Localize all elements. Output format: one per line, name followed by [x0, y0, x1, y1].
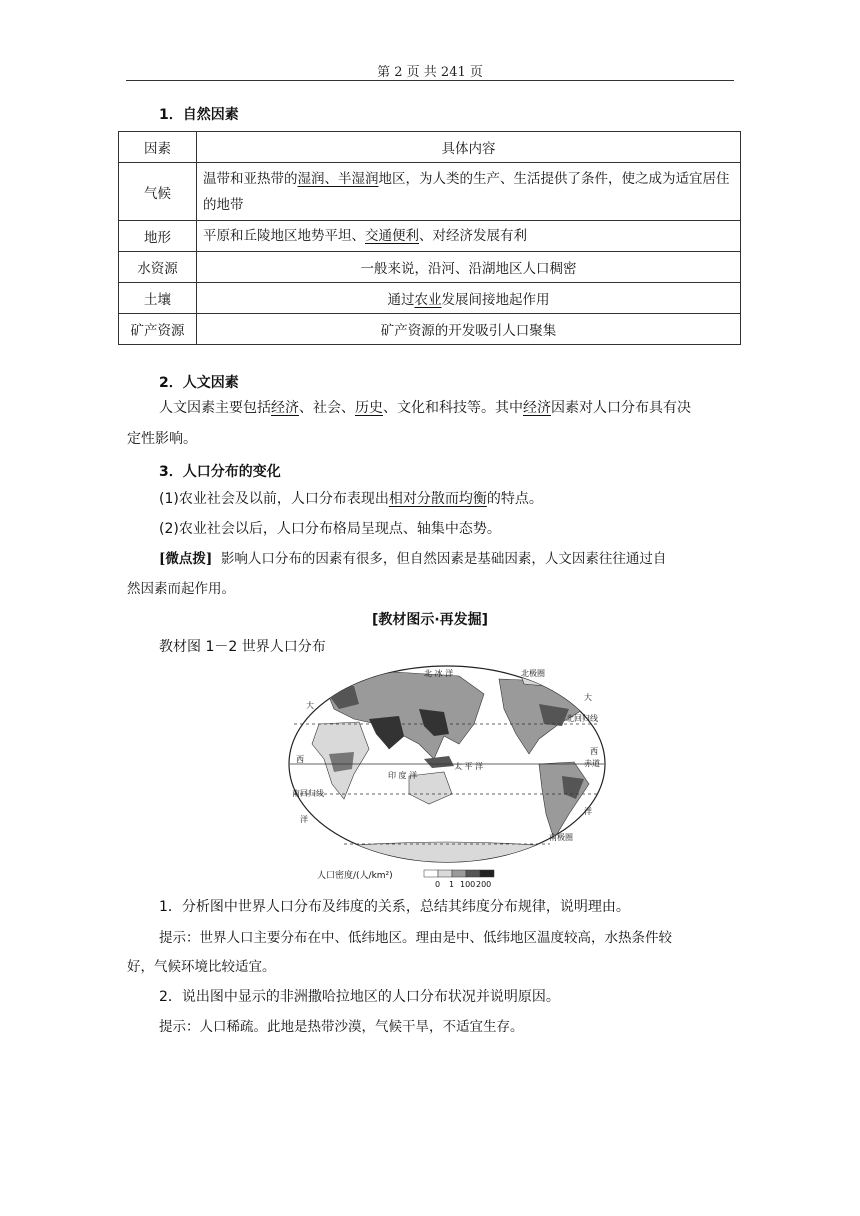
key-term: 经济 — [271, 400, 299, 416]
label-atlantic-right-1: 大 — [584, 693, 592, 702]
table-row — [119, 314, 741, 345]
label-tropic-north: 北回归线 — [566, 714, 598, 723]
legend-swatch-0 — [424, 870, 438, 877]
tip-label: [微点拨] — [159, 551, 213, 567]
key-term: 湿润、半湿润 — [297, 170, 379, 187]
legend-tick: 100 — [460, 880, 476, 889]
page-header: 第 2 页 共 241 页 — [377, 65, 483, 80]
content-cell: 通过农业发展间接地起作用 — [197, 283, 741, 314]
label-atlantic-right-3: 洋 — [584, 807, 592, 816]
key-term: 农业 — [414, 292, 442, 308]
section-natural-factors-title: 1．自然因素 — [159, 107, 239, 123]
change-item-2: (2)农业社会以后，人口分布格局呈现点、轴集中态势。 — [159, 521, 501, 537]
legend-swatch-1 — [438, 870, 452, 877]
factors-table — [118, 131, 741, 345]
label-pacific-ocean: 太 平 洋 — [454, 762, 484, 771]
table-row — [119, 252, 741, 283]
table-row — [119, 221, 741, 252]
legend-swatch-3 — [466, 870, 480, 877]
legend-tick: 200 — [476, 880, 492, 889]
table-row — [119, 283, 741, 314]
factor-cell: 土壤 — [119, 283, 197, 314]
world-population-map — [284, 664, 610, 890]
key-term: 交通便利 — [365, 228, 419, 244]
table-header-factor: 因素 — [119, 132, 197, 163]
label-atlantic-left-1: 大 — [306, 701, 314, 710]
legend-tick: 1 — [449, 880, 455, 889]
antarctica — [284, 842, 610, 890]
key-term: 历史 — [355, 400, 383, 416]
legend-swatch-2 — [452, 870, 466, 877]
tip-line1: [微点拨] 影响人口分布的因素有很多，但自然因素是基础因素，人文因素往往通过自 — [159, 551, 667, 567]
label-tropic-south: 南回归线 — [292, 789, 324, 798]
section-distribution-change-title: 3．人口分布的变化 — [159, 464, 281, 480]
content-cell: 一般来说，沿河、沿湖地区人口稠密 — [197, 252, 741, 283]
label-atlantic-left-3: 洋 — [300, 815, 308, 824]
table-header-content: 具体内容 — [197, 132, 741, 163]
label-atlantic-right-2: 西 — [590, 747, 598, 756]
answer-2: 提示：人口稀疏。此地是热带沙漠，气候干旱，不适宜生存。 — [159, 1019, 524, 1035]
header-divider — [126, 80, 734, 81]
figure-caption: 教材图 1－2 世界人口分布 — [159, 639, 326, 655]
legend-tick: 0 — [435, 880, 441, 889]
factor-cell: 水资源 — [119, 252, 197, 283]
label-atlantic-left-2: 西 — [296, 755, 304, 764]
table-header-row — [119, 132, 741, 163]
label-arctic-circle: 北极圈 — [521, 669, 545, 678]
table-row — [119, 163, 741, 221]
tip-line2: 然因素而起作用。 — [127, 581, 235, 597]
legend-swatch-4 — [480, 870, 494, 877]
figure-section-title: [教材图示·再发掘] — [371, 612, 489, 628]
label-antarctic-circle: 南极圈 — [549, 833, 573, 842]
human-factors-text-line1: 人文因素主要包括经济、社会、历史、文化和科技等。其中经济因素对人口分布具有决 — [159, 400, 691, 416]
content-cell: 平原和丘陵地区地势平坦、交通便利、对经济发展有利 — [197, 221, 741, 252]
factor-cell: 矿产资源 — [119, 314, 197, 345]
label-arctic-ocean: 北 冰 洋 — [424, 669, 454, 678]
legend-title: 人口密度/(人/km²) — [317, 871, 393, 881]
label-indian-ocean: 印 度 洋 — [388, 771, 418, 780]
section-human-factors-title: 2．人文因素 — [159, 375, 239, 391]
question-1: 1．分析图中世界人口分布及纬度的关系，总结其纬度分布规律，说明理由。 — [159, 899, 630, 915]
question-2: 2．说出图中显示的非洲撒哈拉地区的人口分布状况并说明原因。 — [159, 989, 560, 1005]
human-factors-text-line2: 定性影响。 — [127, 431, 197, 447]
key-term: 经济 — [523, 400, 551, 416]
content-cell: 温带和亚热带的湿润、半湿润地区，为人类的生产、生活提供了条件，使之成为适宜居住的地带 — [197, 163, 741, 221]
key-term: 相对分散而均衡 — [388, 491, 487, 507]
factor-cell: 气候 — [119, 163, 197, 221]
answer-1-line2: 好，气候环境比较适宜。 — [127, 959, 276, 975]
answer-1-line1: 提示：世界人口主要分布在中、低纬地区。理由是中、低纬地区温度较高，水热条件较 — [159, 930, 672, 946]
change-item-1: (1)农业社会及以前，人口分布表现出相对分散而均衡的特点。 — [159, 491, 543, 507]
content-cell: 矿产资源的开发吸引人口聚集 — [197, 314, 741, 345]
factor-cell: 地形 — [119, 221, 197, 252]
label-equator: 赤道 — [584, 759, 600, 768]
